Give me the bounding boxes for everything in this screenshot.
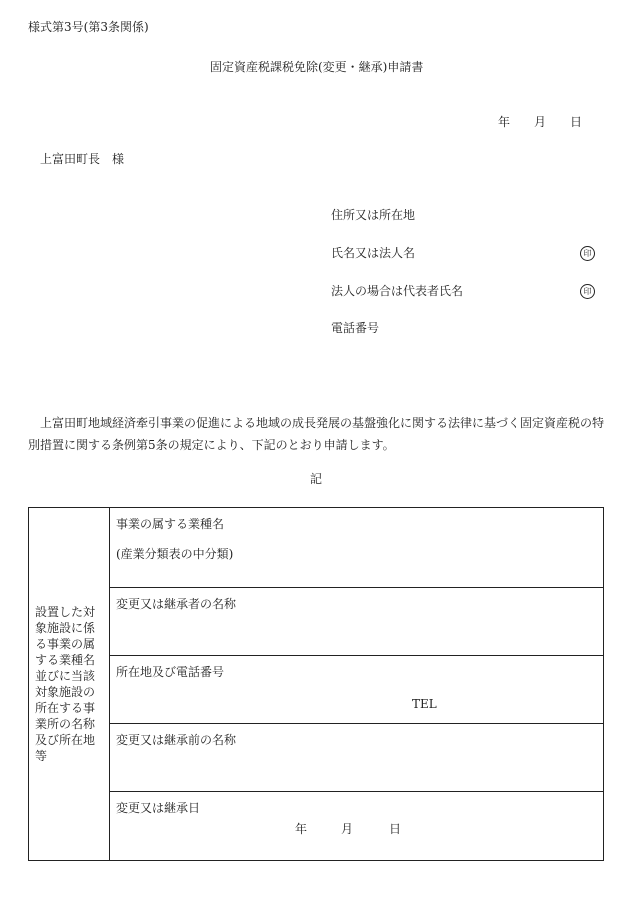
seal-mark: 印 (580, 246, 595, 261)
change-date-year: 年 (295, 822, 308, 836)
location-phone-cell[interactable] (110, 656, 604, 724)
change-date-cell[interactable] (110, 792, 604, 861)
change-date-month: 月 (341, 822, 354, 836)
addressee: 上富田町長 様 (40, 152, 125, 166)
tel-label: TEL (412, 697, 437, 711)
phone-label: 電話番号 (331, 321, 380, 335)
change-date-label: 変更又は継承日 (116, 801, 201, 815)
side-label-cell (29, 508, 110, 861)
seal-mark: 印 (580, 284, 595, 299)
industry-sub-label: (産業分類表の中分類) (116, 547, 234, 561)
side-label: 設置した対象施設に係る事業の属する業種名並びに当該対象施設の所在する事業所の名称及び所在地等 (35, 605, 96, 763)
representative-label: 法人の場合は代表者氏名 (331, 284, 464, 298)
address-label: 住所又は所在地 (331, 208, 416, 222)
application-table (28, 507, 604, 861)
industry-cell[interactable] (110, 508, 604, 588)
ki-label: 記 (310, 472, 323, 486)
body-paragraph: 上富田町地域経済牽引事業の促進による地域の成長発展の基盤強化に関する法律に基づく固定資産税の特別措置に関する条例第5条の規定により、下記のとおり申請します。 (28, 416, 605, 452)
date-year: 年 (498, 115, 511, 129)
form-title: 固定資産税課税免除(変更・継承)申請書 (210, 60, 424, 74)
successor-name-label: 変更又は継承者の名称 (116, 597, 237, 611)
date-day: 日 (570, 115, 583, 129)
name-label: 氏名又は法人名 (331, 246, 416, 260)
industry-label: 事業の属する業種名 (116, 517, 225, 531)
change-date-day: 日 (389, 822, 402, 836)
date-month: 月 (534, 115, 547, 129)
predecessor-name-cell[interactable] (110, 724, 604, 792)
successor-name-cell[interactable] (110, 588, 604, 656)
form-number: 様式第3号(第3条関係) (28, 20, 149, 34)
predecessor-name-label: 変更又は継承前の名称 (116, 733, 237, 747)
location-phone-label: 所在地及び電話番号 (116, 665, 225, 679)
